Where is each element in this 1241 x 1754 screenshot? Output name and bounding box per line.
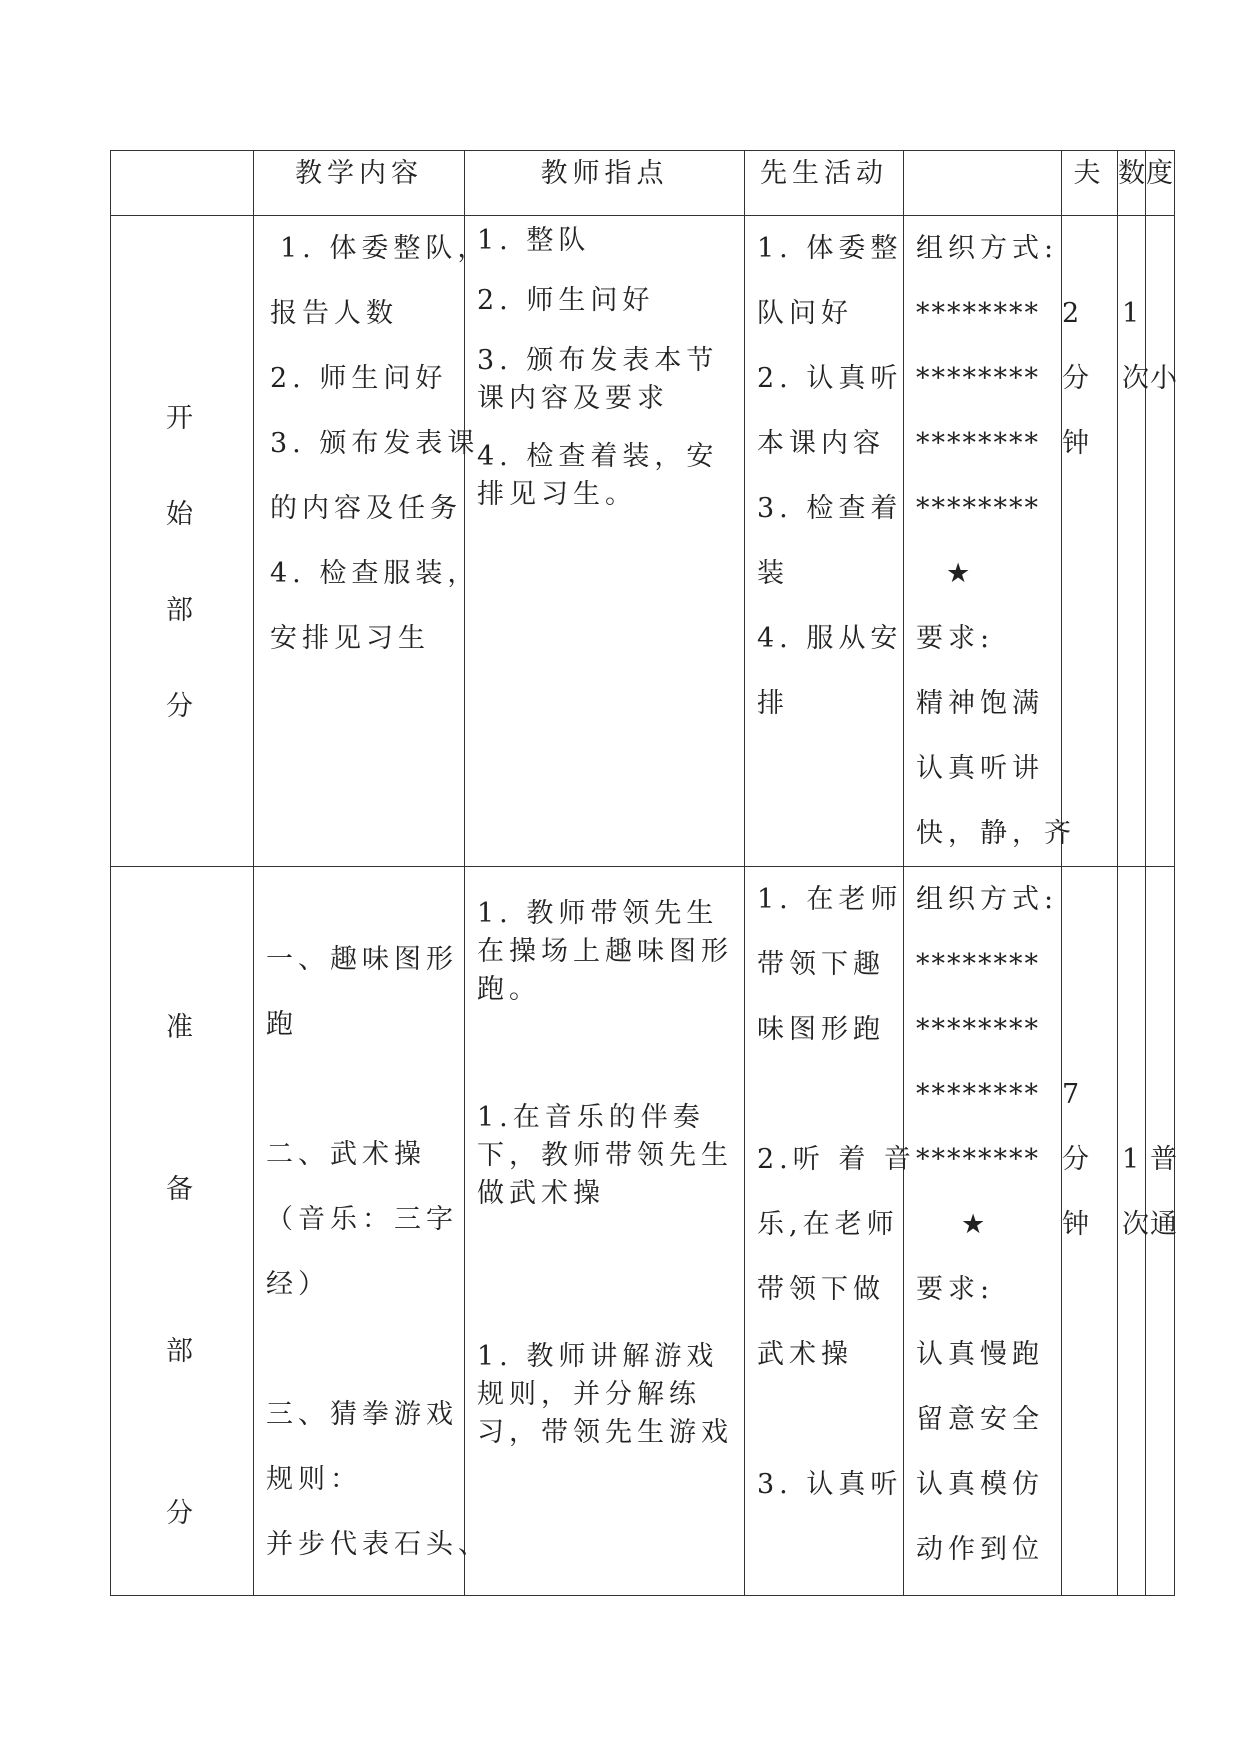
time-prep: 7 分 钟 — [1062, 867, 1118, 1596]
count-prep: 1 次 — [1118, 867, 1146, 1596]
header-cell-student: 先生活动 — [745, 151, 904, 216]
header-cell-intensity: 度 — [1146, 151, 1175, 216]
teaching-content-start: 1. 体委整队， 报告人数 2. 师生问好 3. 颁布发表课 的内容及任务 4. 检查服装， 安排见习生 — [254, 216, 465, 867]
intensity-prep: 普 通 — [1146, 867, 1175, 1596]
time-start: 2 分 钟 — [1062, 216, 1118, 867]
table-header-row — [111, 151, 1175, 216]
star-icon: ★ — [946, 558, 976, 589]
teacher-guidance-prep: 1. 教师带领先生在操场上趣味图形跑。 1.在音乐的伴奏下，教师带领先生做武术操 1. 教师讲解游戏规则，并分解练习，带领先生游戏 — [465, 867, 745, 1596]
teacher-guidance-start: 1. 整队 2. 师生问好 3. 颁布发表本节课内容及要求 4. 检查着装，安排见习生。 — [465, 216, 745, 867]
count-start: 1 次 — [1118, 216, 1146, 867]
star-icon: ★ — [961, 1209, 991, 1240]
teaching-content-prep: 一、趣味图形 跑 二、武术操 （音乐：三字 经） 三、猜拳游戏 规则： 并步代表石头、 — [254, 867, 465, 1596]
section-name-start: 开 始 部 分 — [111, 216, 254, 867]
table-row-start-section — [111, 216, 1175, 867]
student-activity-prep: 1. 在老师 带领下趣 味图形跑 2.听 着 音 乐,在老师 带领下做 武术操 3. 认真听 — [745, 867, 904, 1596]
header-cell-time: 夫 — [1062, 151, 1118, 216]
header-cell-content: 教学内容 — [254, 151, 465, 216]
organization-prep: 组织方式: ******** ******** ******** ******** ★ 要求: 认真慢跑 留意安全 认真模仿 动作到位 — [904, 867, 1062, 1596]
table-row-prep-section — [111, 867, 1175, 1596]
section-name-prep: 准 备 部 分 — [111, 867, 254, 1596]
header-cell-organization — [904, 151, 1062, 216]
header-cell-count: 数 — [1118, 151, 1146, 216]
header-cell-section — [111, 151, 254, 216]
organization-start: 组织方式: ******** ******** ******** ******** ★ 要求: 精神饱满 认真听讲 快，静，齐 — [904, 216, 1062, 867]
intensity-start: 小 — [1146, 216, 1175, 867]
header-cell-teacher: 教师指点 — [465, 151, 745, 216]
student-activity-start: 1. 体委整 队问好 2. 认真听 本课内容 3. 检查着 装 4. 服从安 排 — [745, 216, 904, 867]
lesson-plan-table — [110, 150, 1182, 1596]
